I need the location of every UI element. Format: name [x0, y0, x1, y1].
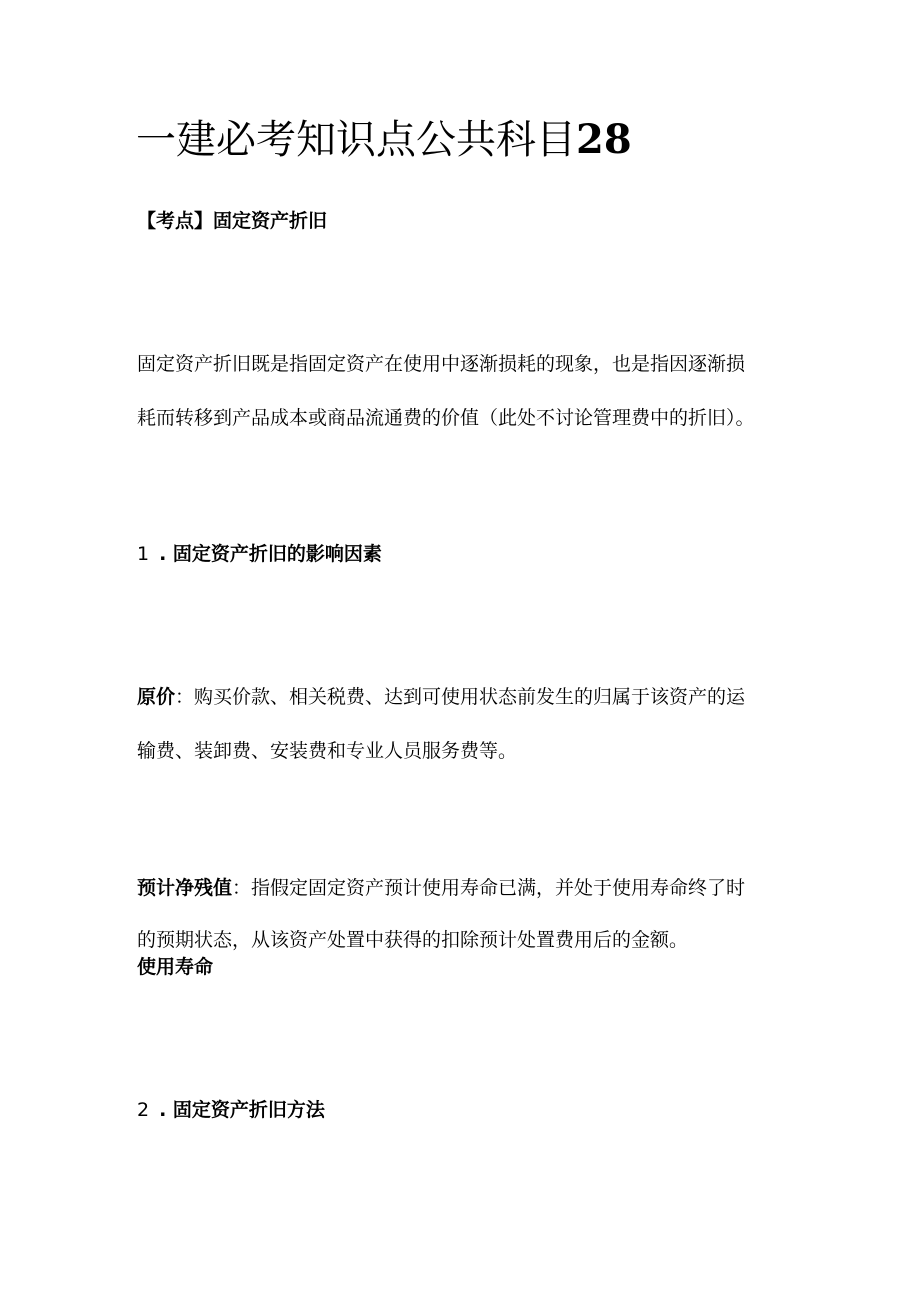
intro-line-1: 固定资产折旧既是指固定资产在使用中逐渐损耗的现象，也是指因逐渐损	[137, 353, 746, 375]
intro-line-2: 耗而转移到产品成本或商品流通费的价值（此处不讨论管理费中的折旧）。	[137, 407, 755, 429]
item-2-line-1	[137, 875, 797, 901]
item-1-line-1	[137, 684, 797, 710]
section-1-title: . 固定资产折旧的影响因素	[159, 543, 382, 565]
section-2-number: 2	[137, 1099, 150, 1121]
item-2-line-2: 的预期状态，从该资产处置中获得的扣除预计处置费用后的金额。	[137, 929, 689, 951]
item-1-line-2: 输费、装卸费、安装费和专业人员服务费等。	[137, 740, 518, 762]
item-2-term: 预计净残值	[137, 877, 233, 899]
section-heading-1	[137, 541, 382, 567]
item-1-term: 原价	[137, 686, 176, 708]
title-number: 28	[576, 116, 632, 163]
page-title	[136, 112, 632, 168]
intro-paragraph	[137, 351, 797, 431]
section-1-number: 1	[137, 543, 150, 565]
title-text: 一建必考知识点公共科目	[136, 117, 576, 163]
topic-heading: 【考点】固定资产折旧	[137, 210, 328, 232]
item-original-value	[137, 684, 797, 764]
item-1-text-1: ：购买价款、相关税费、达到可使用状态前发生的归属于该资产的运	[175, 686, 746, 708]
item-2-text-1: ：指假定固定资产预计使用寿命已满，并处于使用寿命终了时	[232, 877, 746, 899]
item-useful-life: 使用寿命	[137, 956, 214, 978]
section-heading-2	[137, 1097, 325, 1123]
section-2-title: . 固定资产折旧方法	[159, 1099, 325, 1121]
item-residual-value	[137, 875, 797, 953]
